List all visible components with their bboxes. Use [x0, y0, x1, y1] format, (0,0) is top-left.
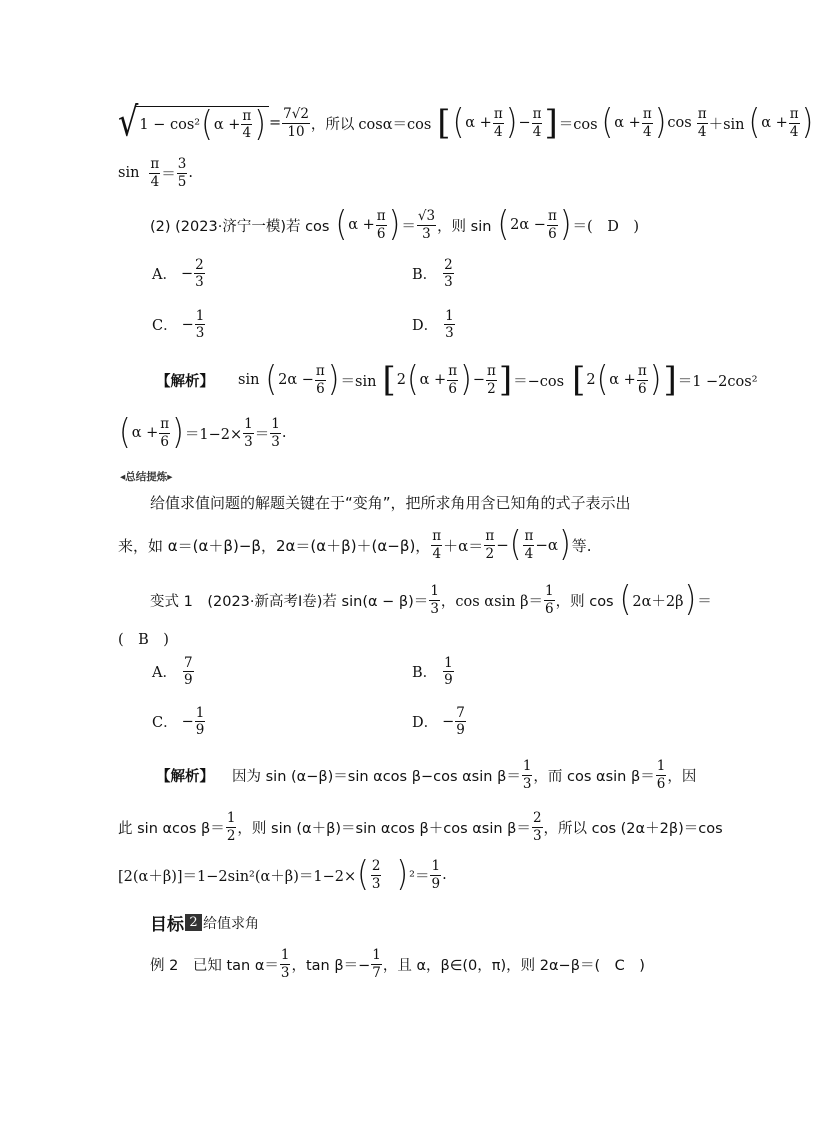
variant-1-answer: ( B ): [118, 632, 169, 648]
q2-option-d[interactable]: D． $\frac{1}{3}$: [412, 308, 454, 342]
var1-option-b[interactable]: B． $\frac{1}{9}$: [412, 655, 453, 689]
summary-text-2: 来，如 α＝(α＋β)−β，2α＝(α＋β)＋(α−β)， $\frac{\pi}{4}$ ＋α＝ $\frac{\pi}{2}$ − ( $\frac{\pi}{4}$ −α ) 等.: [118, 524, 592, 565]
analysis-2-line-3: [2(α＋β)]＝1−2sin²(α＋β)＝1−2× ( $\frac{2}{3}$ ) ²＝ $\frac{1}{9}$ .: [118, 854, 447, 895]
variant-1: 变式 1 (2023·新高考Ⅰ卷)若 sin(α − β)＝ $\frac{1}{3}$ ，cos αsin β＝ $\frac{1}{6}$ ，则 cos ( 2α＋2β ) ＝: [150, 579, 712, 620]
q2-option-b[interactable]: B． $\frac{2}{3}$: [412, 257, 453, 291]
q2-option-a[interactable]: A． − $\frac{2}{3}$: [152, 257, 204, 291]
var1-option-d[interactable]: D． − $\frac{7}{9}$: [412, 705, 465, 739]
summary-tag: ◂总结提炼▸: [120, 471, 173, 483]
formula-line-2: sin $\frac{\pi}{4}$ ＝ $\frac{3}{5}$ .: [118, 156, 193, 190]
analysis-2-line-2: 此 sin αcos β＝ $\frac{1}{2}$ ，则 sin (α＋β)＝sin αcos β＋cos αsin β＝ $\frac{2}{3}$ ，所以 cos (2α＋2β)＝cos: [118, 810, 723, 844]
var1-option-c[interactable]: C． − $\frac{1}{9}$: [152, 705, 205, 739]
q2-option-c[interactable]: C． − $\frac{1}{3}$: [152, 308, 205, 342]
example-2: 例 2 已知 tan α＝ $\frac{1}{3}$ ，tan β＝− $\frac{1}{7}$ ，且 α，β∈(0，π)，则 2α−β＝( C ): [150, 947, 645, 981]
sqrt-expression: √ 1 − cos² ( α + $\frac{\pi}{4}$ ): [118, 106, 269, 140]
answer-d: ＝( D ): [572, 218, 639, 235]
summary-text-1: 给值求值问题的解题关键在于“变角”，把所求角用含已知角的式子表示出: [150, 494, 631, 512]
analysis-1-line-2: ( α + $\frac{\pi}{6}$ ) ＝1−2× $\frac{1}{3}$ ＝ $\frac{1}{3}$ .: [119, 412, 287, 453]
goal-2-heading: 目标 2 给值求角: [150, 915, 259, 935]
question-2: (2) (2023·济宁一模)若 cos ( α + $\frac{\pi}{6}$ ) ＝ $\frac{√3}{3}$ ，则 sin ( 2α − $\frac{\pi}{6}$ ) ＝( D ): [150, 204, 639, 245]
analysis-2-line-1: 【解析】 因为 sin (α−β)＝sin αcos β−cos αsin β＝ $\frac{1}{3}$ ，而 cos αsin β＝ $\frac{1}{6}$ ，因: [156, 758, 697, 792]
fraction-7root2-10: $\frac{7√2}{10}$: [283, 106, 309, 140]
analysis-tag: 【解析】: [156, 373, 214, 390]
analysis-1-line-1: 【解析】 sin ( 2α − $\frac{\pi}{6}$ ) ＝sin [ 2 ( α + $\frac{\pi}{6}$ ) − $\frac{\pi}{2}$ ] ＝−cos [ 2 ( α + $\frac{\pi}{6}$ ) ] ＝1 −2cos²: [156, 359, 758, 400]
formula-line-1: √ 1 − cos² ( α + $\frac{\pi}{4}$ ) = $\frac{7√2}{10}$ ，所以 cosα＝cos [ ( α + $\frac{\pi}{4}$ ) − $\frac{\pi}{4}$ ] ＝cos ( α + $\frac{\pi}{4}$ ) cos $\frac{\pi}{4}$ ＋sin ( α + $\frac{\pi}{4}$ ): [118, 97, 814, 146]
var1-option-a[interactable]: A． $\frac{7}{9}$: [152, 655, 193, 689]
